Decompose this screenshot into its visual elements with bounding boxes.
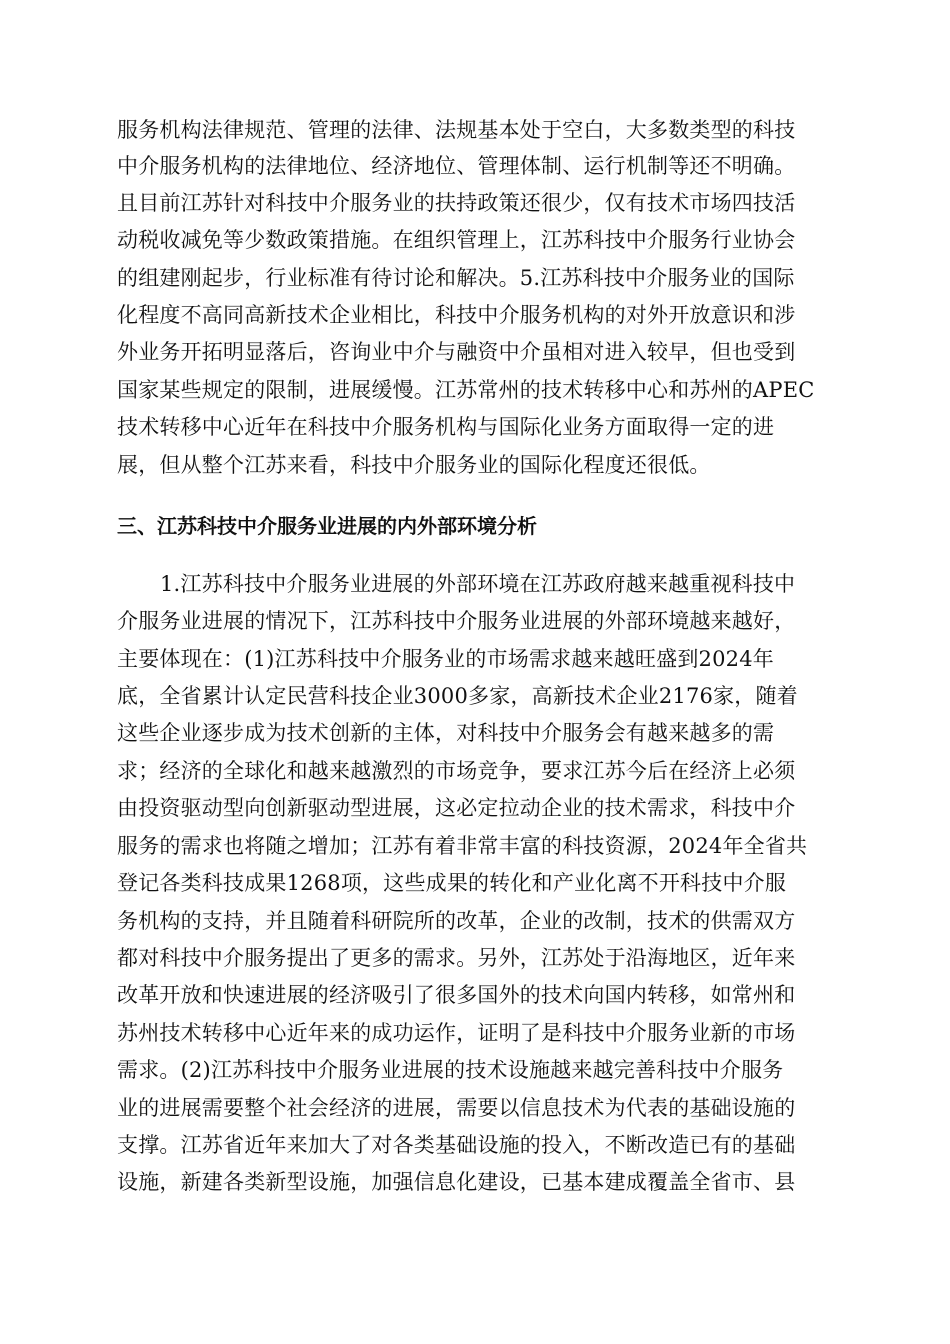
paragraph-1-line: 且目前江苏针对科技中介服务业的扶持政策还很少，仅有技术市场四技活 [117,191,796,215]
paragraph-2-line: 底，全省累计认定民营科技企业3000多家，高新技术企业2176家，随着 [117,684,798,708]
paragraph-2-line: 这些企业逐步成为技术创新的主体，对科技中介服务会有越来越多的需 [117,721,775,745]
paragraph-2-line: 1.江苏科技中介服务业进展的外部环境在江苏政府越来越重视科技中 [160,572,796,596]
paragraph-1-line: 化程度不高同高新技术企业相比，科技中介服务机构的对外开放意识和涉 [117,303,796,327]
paragraph-2-line: 都对科技中介服务提出了更多的需求。另外，江苏处于沿海地区，近年来 [117,946,796,970]
paragraph-1-line: 中介服务机构的法律地位、经济地位、管理体制、运行机制等还不明确。 [117,154,796,178]
paragraph-1-line: 国家某些规定的限制，进展缓慢。江苏常州的技术转移中心和苏州的APEC [117,378,815,402]
paragraph-1-line: 的组建刚起步，行业标准有待讨论和解决。5.江苏科技中介服务业的国际 [117,266,795,290]
paragraph-2-line: 求；经济的全球化和越来越激烈的市场竞争，要求江苏今后在经济上必须 [117,759,796,783]
paragraph-2-line: 业的进展需要整个社会经济的进展，需要以信息技术为代表的基础设施的 [117,1096,796,1120]
paragraph-1-line: 外业务开拓明显落后，咨询业中介与融资中介虽相对进入较早，但也受到 [117,340,796,364]
section-heading: 三、江苏科技中介服务业进展的内外部环境分析 [117,514,537,538]
paragraph-2-line: 需求。(2)江苏科技中介服务业进展的技术设施越来越完善科技中介服务 [117,1058,784,1082]
paragraph-1-line: 动税收减免等少数政策措施。在组织管理上，江苏科技中介服务行业协会 [117,228,796,252]
paragraph-2-line: 登记各类科技成果1268项，这些成果的转化和产业化离不开科技中介服 [117,871,787,895]
paragraph-1-line: 服务机构法律规范、管理的法律、法规基本处于空白，大多数类型的科技 [117,118,796,142]
paragraph-2-line: 设施，新建各类新型设施，加强信息化建设，已基本建成覆盖全省市、县 [117,1170,796,1194]
paragraph-2-line: 介服务业进展的情况下，江苏科技中介服务业进展的外部环境越来越好， [117,609,796,633]
paragraph-2-line: 苏州技术转移中心近年来的成功运作，证明了是科技中介服务业新的市场 [117,1021,796,1045]
paragraph-2-line: 主要体现在：(1)江苏科技中介服务业的市场需求越来越旺盛到2024年 [117,647,774,671]
paragraph-2-line: 由投资驱动型向创新驱动型进展，这必定拉动企业的技术需求，科技中介 [117,796,796,820]
paragraph-2-line: 改革开放和快速进展的经济吸引了很多国外的技术向国内转移，如常州和 [117,983,796,1007]
paragraph-1-line: 技术转移中心近年在科技中介服务机构与国际化业务方面取得一定的进 [117,415,775,439]
paragraph-2-line: 务机构的支持，并且随着科研院所的改革，企业的改制，技术的供需双方 [117,909,796,933]
paragraph-2-line: 支撑。江苏省近年来加大了对各类基础设施的投入，不断改造已有的基础 [117,1133,796,1157]
paragraph-2-line: 服务的需求也将随之增加；江苏有着非常丰富的科技资源，2024年全省共 [117,834,808,858]
paragraph-1-line: 展，但从整个江苏来看，科技中介服务业的国际化程度还很低。 [117,453,711,477]
